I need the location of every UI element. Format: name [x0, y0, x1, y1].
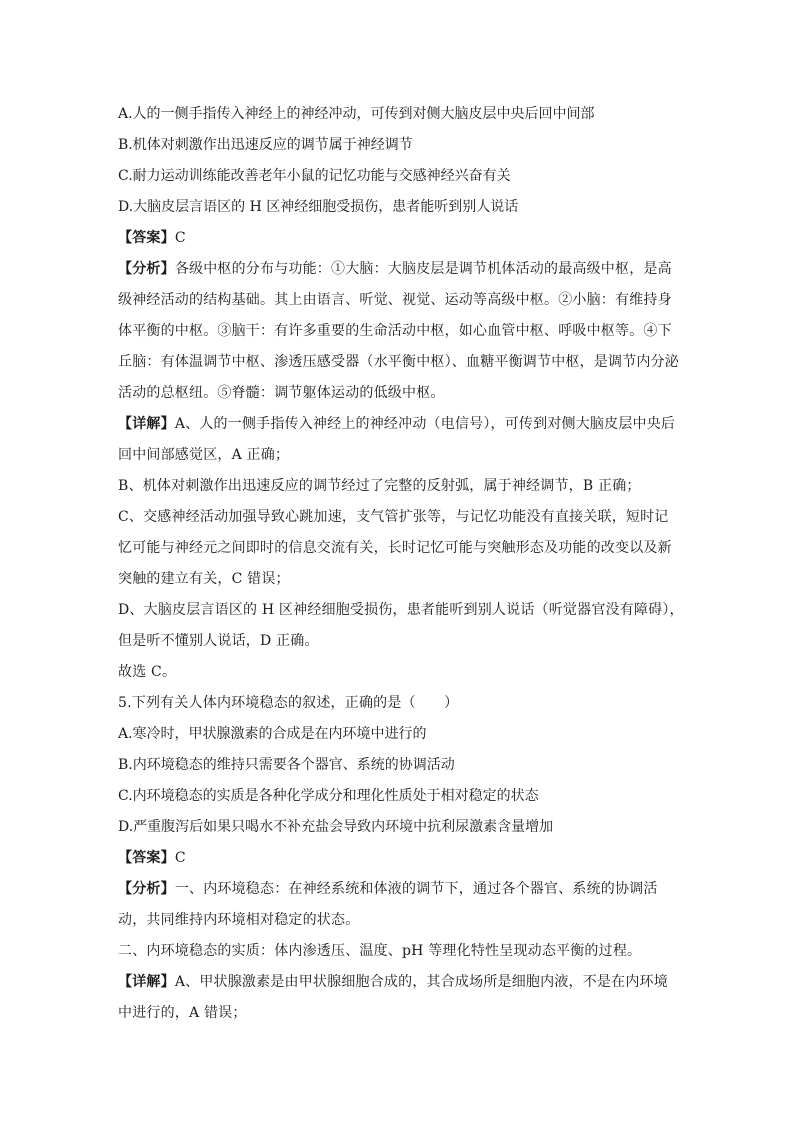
answer-line — [118, 843, 678, 874]
analysis-line: 二、内环境稳态的实质：体内渗透压、温度、pH 等理化特性呈现动态平衡的过程。 — [118, 943, 642, 959]
explanation-text: A、人的一侧手指传入神经上的神经冲动（电信号），可传到对侧大脑皮层中央后 — [174, 416, 676, 432]
explanation-line: 中进行的，A 错误； — [118, 1005, 247, 1021]
analysis-text: 一、内环境稳态：在神经系统和体液的调节下，通过各个器官、系统的协调活 — [174, 881, 658, 897]
conclusion-line: 故选 C。 — [118, 664, 177, 680]
analysis-line — [118, 254, 678, 285]
analysis-line: 级神经活动的结构基础。其上由语言、听觉、视觉、运动等高级中枢。②小脑：有维持身 — [118, 292, 672, 308]
explanation-line: 忆可能与神经元之间即时的信息交流有关，长时记忆可能与突触形态及功能的改变以及新 — [118, 540, 672, 556]
answer-tag: 【答案】 — [118, 850, 175, 866]
option-d: D.严重腹泻后如果只喝水不补充盐会导致内环境中抗利尿激素含量增加 — [118, 819, 554, 835]
answer-text: C — [174, 230, 186, 246]
explanation-line: 回中间部感觉区，A 正确； — [118, 447, 290, 463]
explanation-line: B、机体对刺激作出迅速反应的调节经过了完整的反射弧，属于神经调节，B 正确； — [118, 478, 641, 494]
explanation-tag: 【详解】 — [118, 416, 175, 432]
explanation-line — [118, 967, 678, 998]
answer-tag: 【答案】 — [118, 230, 175, 246]
explanation-line: 突触的建立有关，C 错误； — [118, 571, 290, 587]
option-a: A.人的一侧手指传入神经上的神经冲动，可传到对侧大脑皮层中央后回中间部 — [118, 106, 595, 122]
option-c: C.内环境稳态的实质是各种化学成分和理化性质处于相对稳定的状态 — [118, 788, 539, 804]
answer-text: C — [174, 850, 186, 866]
explanation-tag: 【详解】 — [118, 974, 175, 990]
explanation-line: C、交感神经活动加强导致心跳加速，支气管扩张等，与记忆功能没有直接关联，短时记 — [118, 509, 669, 525]
analysis-line — [118, 874, 678, 905]
analysis-line: 丘脑：有体温调节中枢、渗透压感受器（水平衡中枢）、血糖平衡调节中枢，是调节内分泌 — [118, 354, 679, 370]
analysis-line: 活动的总枢纽。⑤脊髓：调节躯体运动的低级中枢。 — [118, 385, 445, 401]
analysis-line: 体平衡的中枢。③脑干：有许多重要的生命活动中枢，如心血管中枢、呼吸中枢等。④下 — [118, 323, 672, 339]
option-b: B.机体对刺激作出迅速反应的调节属于神经调节 — [118, 137, 413, 153]
option-a: A.寒冷时，甲状腺激素的合成是在内环境中进行的 — [118, 726, 427, 742]
explanation-line — [118, 409, 678, 440]
option-c: C.耐力运动训练能改善老年小鼠的记忆功能与交感神经兴奋有关 — [118, 168, 511, 184]
question-stem: 5.下列有关人体内环境稳态的叙述，正确的是（ ） — [118, 695, 459, 711]
analysis-tag: 【分析】 — [118, 261, 175, 277]
explanation-text: A、甲状腺激素是由甲状腺细胞合成的，其合成场所是细胞内液，不是在内环境 — [174, 974, 668, 990]
explanation-line: 但是听不懂别人说话，D 正确。 — [118, 633, 319, 649]
analysis-line: 动，共同维持内环境相对稳定的状态。 — [118, 912, 360, 928]
option-d: D.大脑皮层言语区的 H 区神经细胞受损伤，患者能听到别人说话 — [118, 199, 519, 215]
option-b: B.内环境稳态的维持只需要各个器官、系统的协调活动 — [118, 757, 455, 773]
explanation-line: D、大脑皮层言语区的 H 区神经细胞受损伤，患者能听到别人说话（听觉器官没有障碍）， — [118, 602, 684, 618]
analysis-text: 各级中枢的分布与功能：①大脑：大脑皮层是调节机体活动的最高级中枢，是高 — [174, 261, 672, 277]
document-content — [118, 99, 684, 1029]
analysis-tag: 【分析】 — [118, 881, 175, 897]
answer-line — [118, 223, 678, 254]
